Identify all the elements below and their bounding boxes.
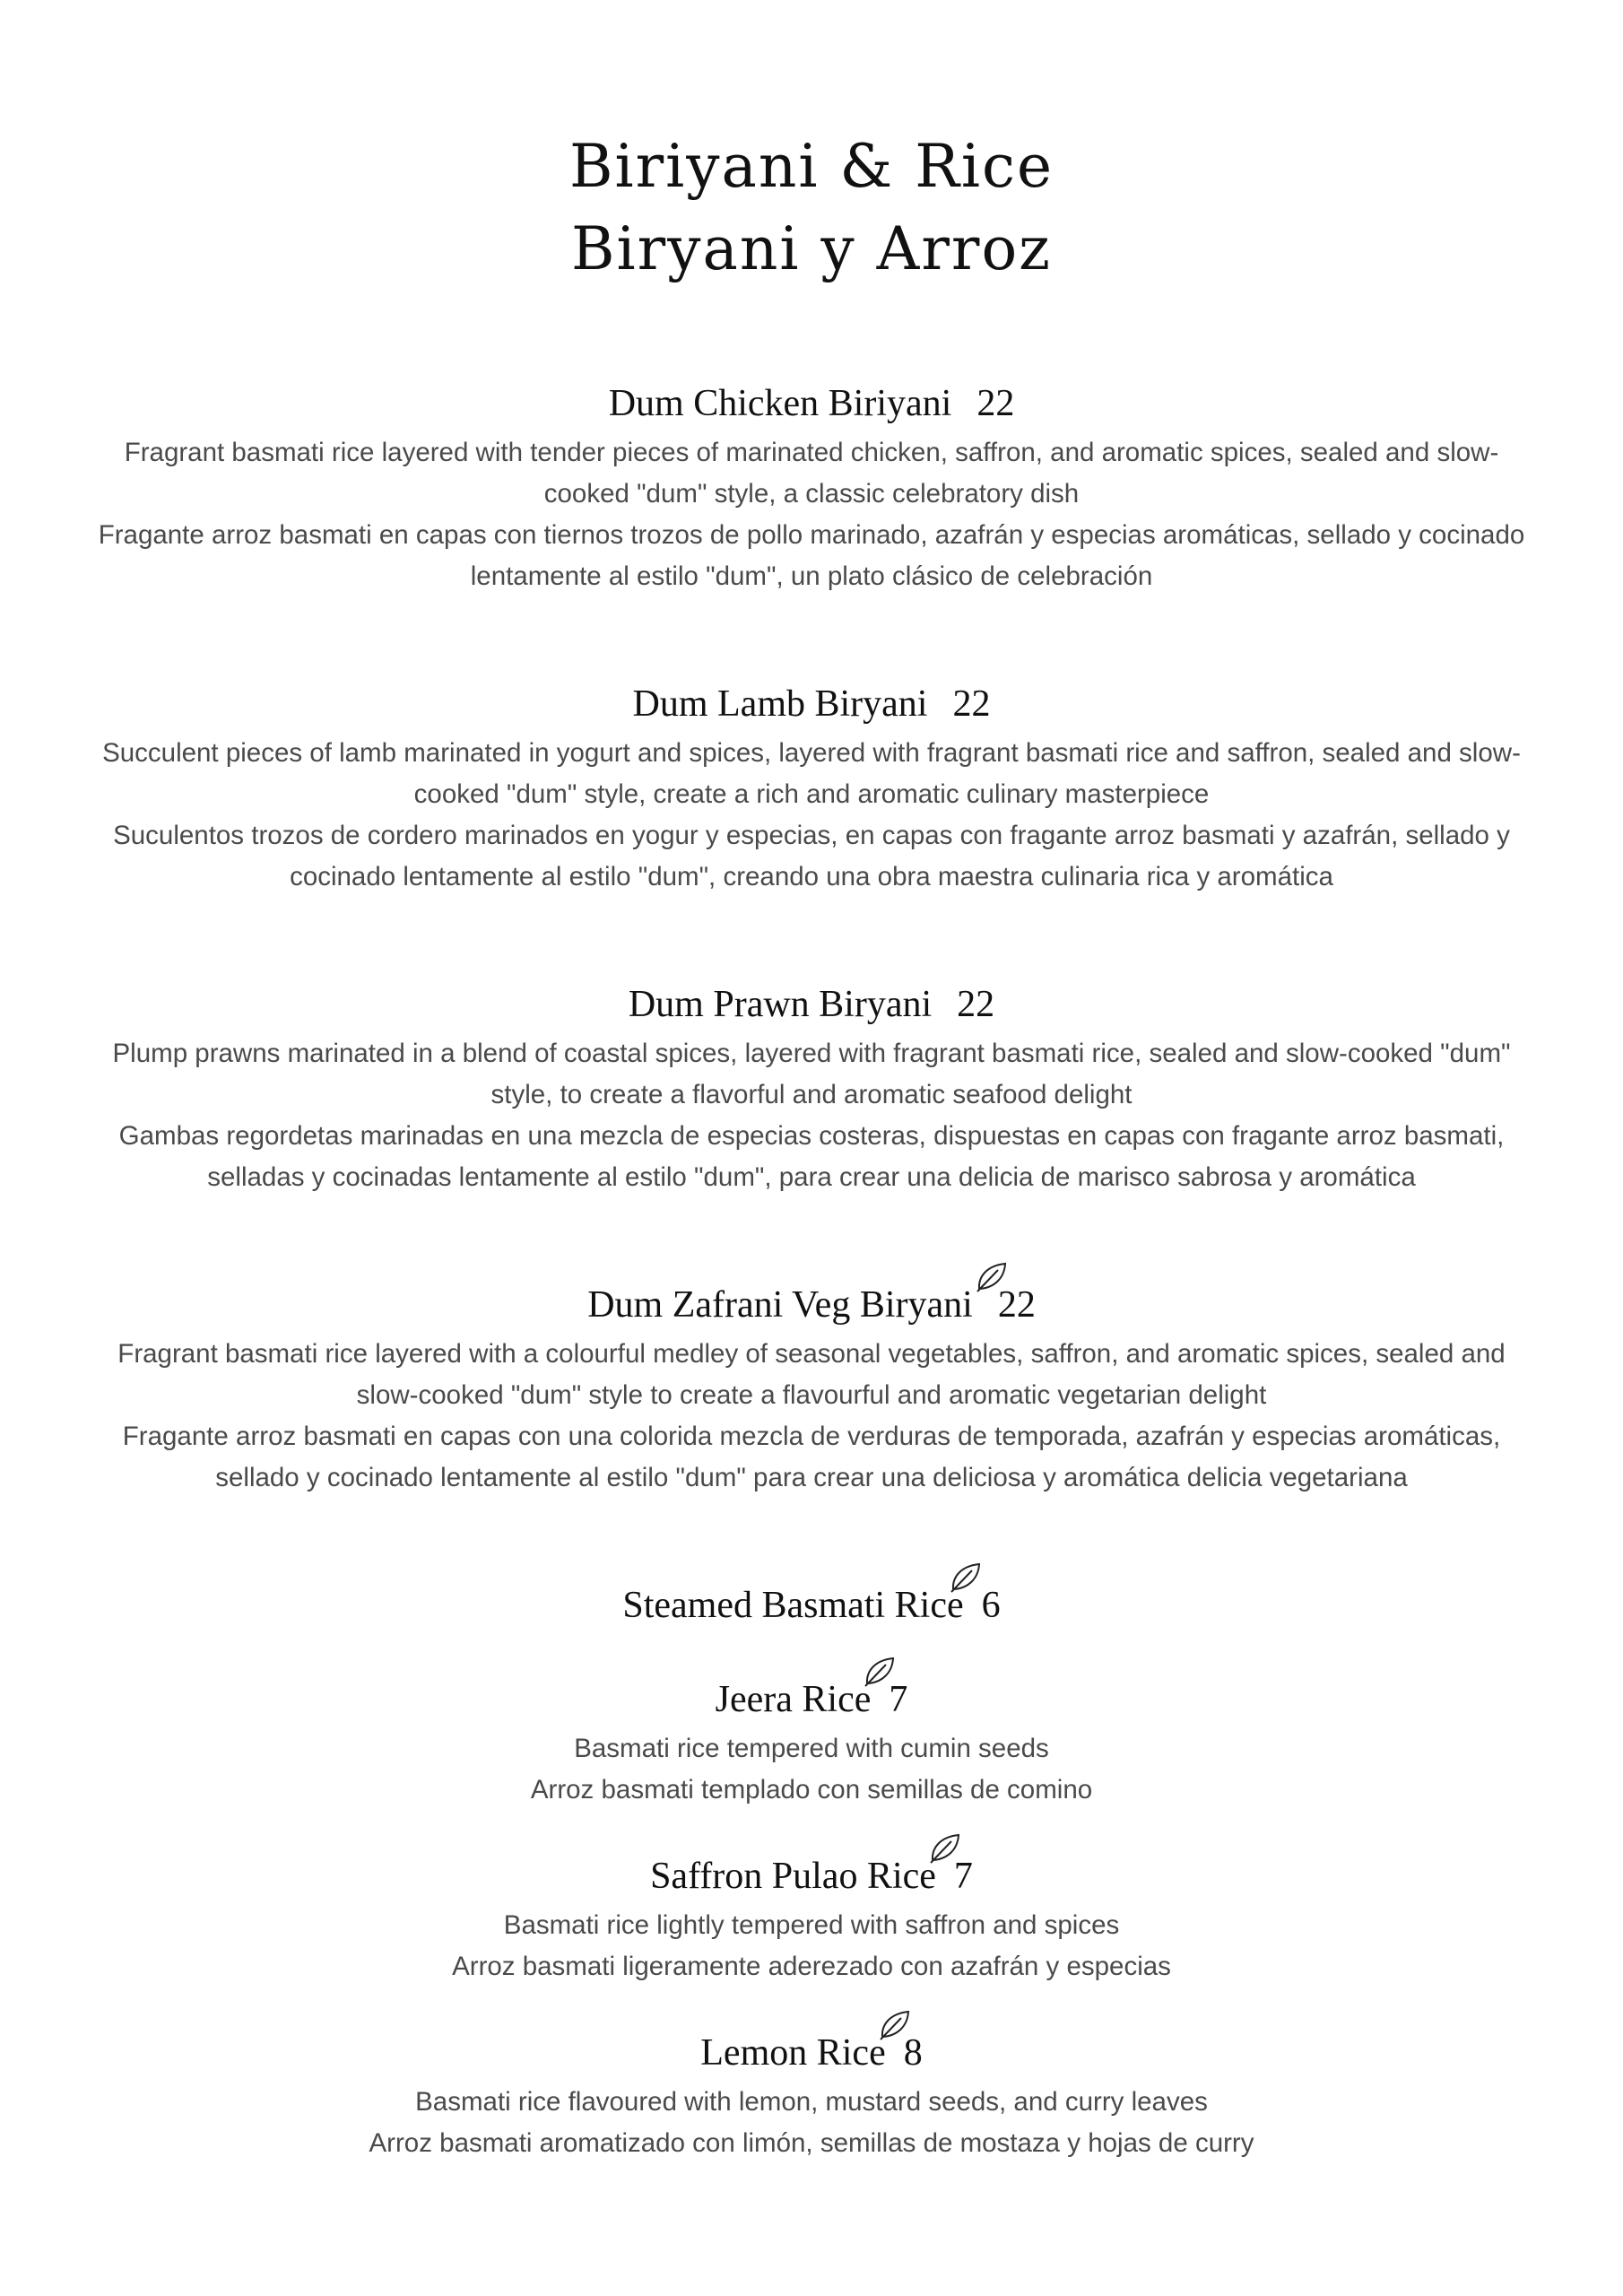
description-spanish: Fragante arroz basmati en capas con una colorida mezcla de verduras de temporada, azafrán y especias aromáticas, sellado y cocinado lentamente al estilo "dum" para crear una deliciosa y aromática delicia vegetariana: [122, 1422, 1501, 1492]
item-name: Saffron Pulao Rice: [650, 1856, 936, 1897]
menu-item-steamed-basmati-rice: [0, 1578, 1623, 1632]
description-spanish: Arroz basmati aromatizado con limón, semillas de mostaza y hojas de curry: [369, 2128, 1254, 2158]
item-price: 22: [957, 984, 995, 1025]
description-english: Fragrant basmati rice layered with tender pieces of marinated chicken, saffron, and aromatic spices, sealed and slow-cooked "dum" style, a classic celebratory dish: [124, 438, 1499, 509]
item-description: [94, 1334, 1529, 1499]
description-english: Succulent pieces of lamb marinated in yogurt and spices, layered with fragrant basmati rice and saffron, sealed and slow-cooked "dum" style, create a rich and aromatic culinary masterpiece: [102, 738, 1521, 809]
title-english: Biriyani & Rice: [568, 132, 1055, 201]
description-english: Fragrant basmati rice layered with a colourful medley of seasonal vegetables, saffron, and aromatic spices, sealed and slow-cooked "dum" style to create a flavourful and aromatic vegetarian delight: [117, 1339, 1506, 1410]
menu-item-dum-lamb-biryani: [0, 677, 1623, 898]
item-name: Dum Lamb Biryani: [632, 683, 928, 725]
description-spanish: Arroz basmati templado con semillas de comino: [530, 1775, 1093, 1805]
menu-item-dum-zafrani-veg-biryani: [0, 1278, 1623, 1499]
description-spanish: Fragante arroz basmati en capas con tiernos trozos de pollo marinado, azafrán y especias aromáticas, sellado y cocinado lentamente al estilo "dum", un plato clásico de celebración: [98, 520, 1525, 591]
item-heading: [633, 677, 991, 731]
item-heading: [622, 1578, 1000, 1632]
menu-item-saffron-pulao-rice: [0, 1849, 1623, 1987]
item-price: 22: [976, 383, 1015, 424]
item-name: Jeera Rice: [715, 1679, 872, 1720]
title-spanish: Biryani y Arroz: [571, 214, 1052, 283]
item-name: Dum Prawn Biryani: [628, 984, 933, 1025]
description-spanish: Suculentos trozos de cordero marinados en yogur y especias, en capas con fragante arroz basmati y azafrán, sellado y cocinado lentamente al estilo "dum", creando una obra maestra culinaria rica y aromática: [113, 821, 1510, 891]
description-spanish: Arroz basmati ligeramente aderezado con azafrán y especias: [452, 1952, 1171, 1981]
menu-item-dum-chicken-biriyani: [0, 377, 1623, 597]
leaf-icon: [863, 1655, 897, 1687]
menu-item-dum-prawn-biryani: [0, 978, 1623, 1198]
leaf-icon: [949, 1561, 983, 1593]
description-english: Basmati rice lightly tempered with saffron and spices: [503, 1910, 1120, 1940]
item-name: Steamed Basmati Rice: [622, 1585, 964, 1626]
item-name: Dum Chicken Biriyani: [608, 383, 952, 424]
item-heading: [629, 978, 994, 1031]
description-english: Basmati rice tempered with cumin seeds: [574, 1734, 1049, 1763]
item-price: 22: [952, 683, 991, 725]
item-price: 22: [997, 1284, 1036, 1326]
menu-item-lemon-rice: [0, 2026, 1623, 2164]
description-spanish: Gambas regordetas marinadas en una mezcla de especias costeras, dispuestas en capas con fragante arroz basmati, selladas y cocinadas lentamente al estilo "dum", para crear una delicia de marisco sabrosa y aromática: [118, 1121, 1505, 1192]
item-heading: [700, 2026, 922, 2080]
item-description: [94, 1728, 1529, 1811]
description-english: Plump prawns marinated in a blend of coastal spices, layered with fragrant basmati rice, sealed and slow-cooked "dum" style, to create a flavorful and aromatic seafood delight: [112, 1039, 1511, 1109]
item-price: 6: [981, 1585, 1001, 1626]
item-description: [94, 1033, 1529, 1198]
menu-item-jeera-rice: [0, 1673, 1623, 1811]
description-english: Basmati rice flavoured with lemon, mustard seeds, and curry leaves: [415, 2087, 1208, 2117]
item-description: [94, 2082, 1529, 2164]
leaf-icon: [975, 1260, 1009, 1292]
item-description: [94, 1905, 1529, 1987]
item-heading: [587, 1278, 1036, 1332]
item-price: 7: [953, 1856, 973, 1897]
item-heading: [716, 1673, 908, 1726]
item-description: [94, 432, 1529, 597]
leaf-icon: [928, 1831, 962, 1864]
page-title: [0, 126, 1623, 291]
item-name: Dum Zafrani Veg Biryani: [587, 1284, 973, 1326]
item-description: [94, 733, 1529, 898]
item-heading: [650, 1849, 973, 1903]
leaf-icon: [878, 2008, 912, 2040]
item-price: 8: [903, 2032, 923, 2074]
item-price: 7: [889, 1679, 908, 1720]
item-heading: [609, 377, 1015, 430]
item-name: Lemon Rice: [700, 2032, 886, 2074]
